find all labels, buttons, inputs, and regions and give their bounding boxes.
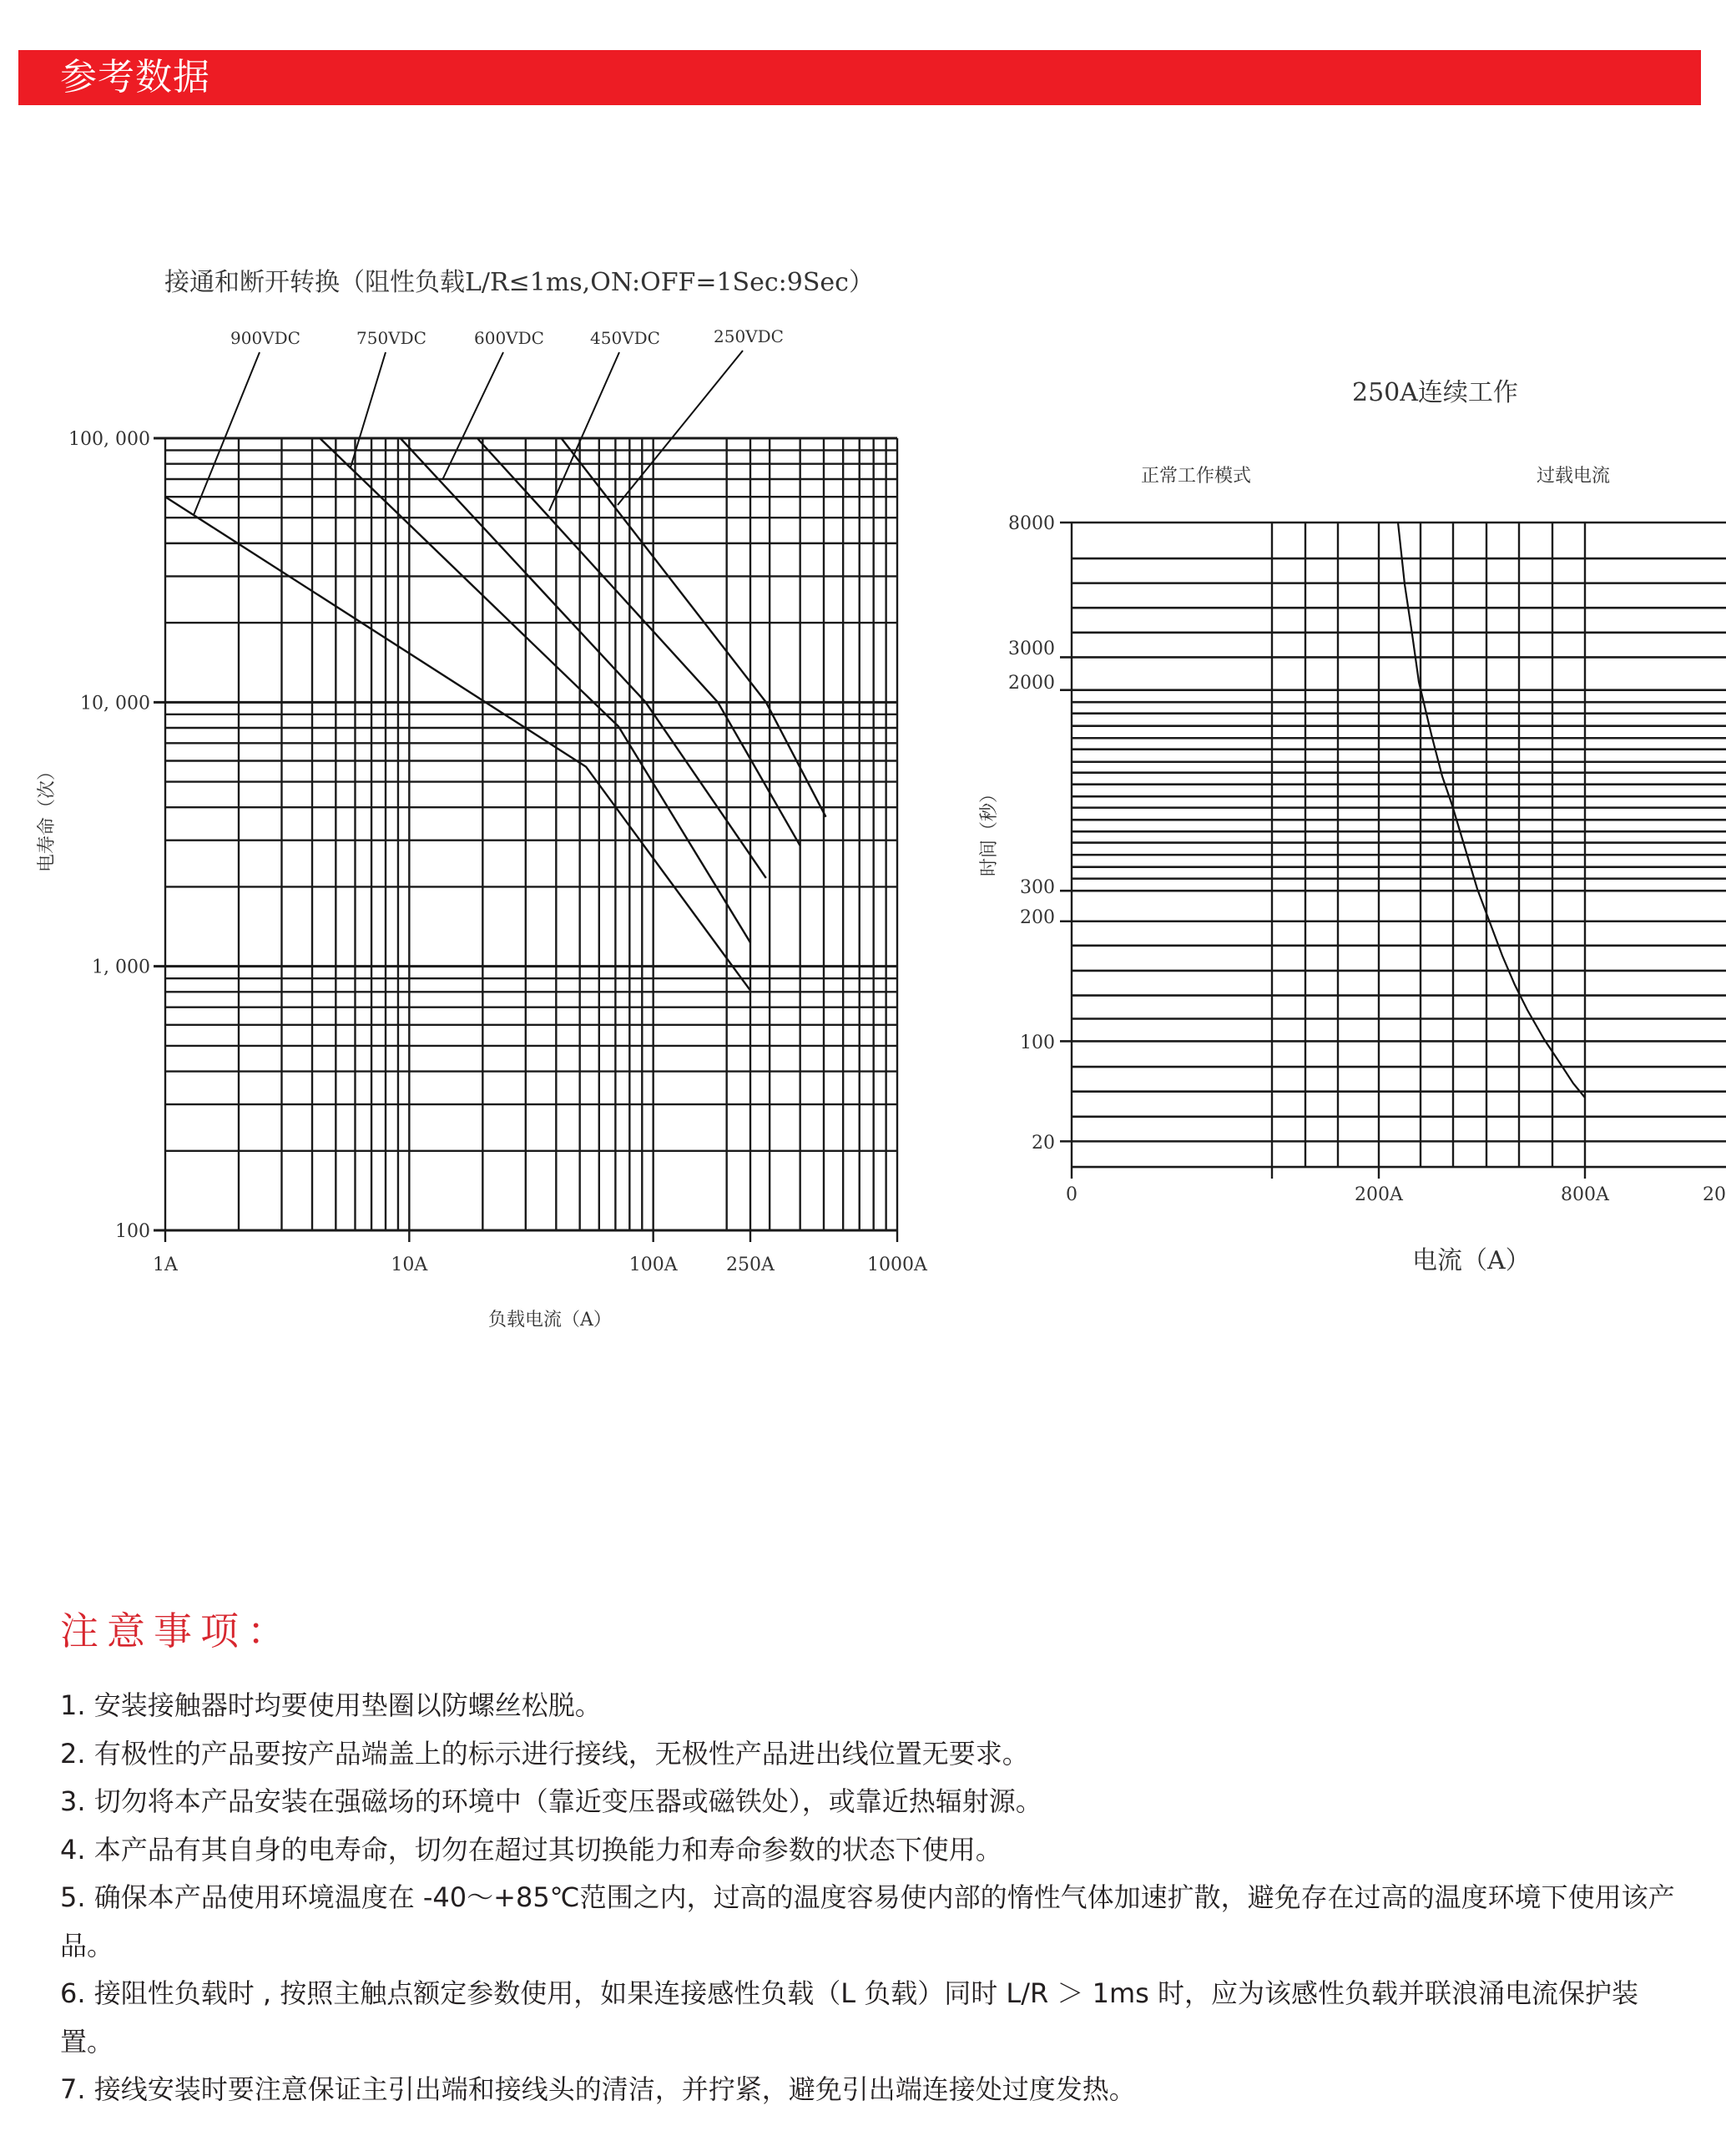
y-tick-label: 8000 — [1008, 513, 1055, 534]
y-axis-label: 时间（秒） — [979, 784, 1000, 876]
y-tick-label: 100, 000 — [68, 429, 150, 450]
series-line-750VDC — [320, 438, 750, 942]
region-label-normal: 正常工作模式 — [1141, 466, 1252, 487]
y-tick-label: 200 — [1020, 907, 1055, 928]
y-tick-label: 100 — [115, 1221, 150, 1242]
x-tick-label: 1A — [153, 1255, 178, 1275]
note-item: 5. 确保本产品使用环境温度在 -40～+85℃范围之内，过高的温度容易使内部的惰性气体加速扩散，避免存在过高的温度环境下使用该产品。 — [60, 1881, 1675, 1962]
y-tick-label: 20 — [1032, 1133, 1055, 1154]
x-tick-label: 10A — [391, 1255, 428, 1275]
overload-time-chart — [979, 378, 1726, 1275]
series-line-600VDC — [401, 438, 766, 878]
notes-list — [60, 1682, 1679, 2114]
note-item: 1. 安装接触器时均要使用垫圈以防螺丝松脱。 — [60, 1689, 602, 1721]
legend-label: 600VDC — [474, 328, 544, 348]
x-tick-label: 200A — [1355, 1184, 1403, 1205]
x-tick-label: 100A — [628, 1255, 678, 1275]
region-label-overload: 过载电流 — [1537, 466, 1611, 487]
note-item: 6. 接阻性负载时 , 按照主触点额定参数使用，如果连接感性负载（L 负载）同时 L/R ＞ 1ms 时，应为该感性负载并联浪涌电流保护装置。 — [60, 1977, 1638, 2058]
x-axis-label: 电流（A） — [1412, 1246, 1531, 1275]
note-item: 7. 接线安装时要注意保证主引出端和接线头的清洁，并拧紧，避免引出端连接处过度发热。 — [60, 2073, 1136, 2105]
chart-grid — [154, 438, 897, 1242]
legend-leader-line — [442, 352, 503, 480]
x-axis-label: 负载电流（A） — [488, 1310, 612, 1330]
y-tick-label: 100 — [1020, 1033, 1055, 1053]
note-item: 2. 有极性的产品要按产品端盖上的标示进行接线，无极性产品进出线位置无要求。 — [60, 1737, 1029, 1770]
legend-label: 450VDC — [590, 328, 660, 348]
x-tick-labels — [153, 1255, 928, 1275]
legend-label: 250VDC — [714, 326, 784, 346]
y-tick-labels — [68, 429, 150, 1242]
chart-title: 接通和断开转换（阻性负载L/R≤1ms,ON:OFF=1Sec:9Sec） — [164, 268, 874, 297]
y-tick-label: 300 — [1020, 877, 1055, 898]
y-tick-label: 3000 — [1008, 639, 1055, 659]
chart-grid — [1060, 523, 1726, 1179]
x-tick-label: 800A — [1561, 1184, 1609, 1205]
x-tick-label: 250A — [726, 1255, 775, 1275]
y-axis-label: 电寿命（次） — [37, 761, 58, 872]
x-tick-label: 1000A — [867, 1255, 927, 1275]
section-title: 参考数据 — [60, 56, 210, 98]
legend-label: 900VDC — [230, 328, 300, 348]
legend-label: 750VDC — [356, 328, 426, 348]
electrical-life-chart — [37, 268, 928, 1330]
note-item: 4. 本产品有其自身的电寿命，切勿在超过其切换能力和寿命参数的状态下使用。 — [60, 1833, 1002, 1866]
y-tick-labels — [1008, 513, 1055, 1154]
chart-title: 250A连续工作 — [1352, 378, 1518, 407]
note-item: 3. 切勿将本产品安装在强磁场的环境中（靠近变压器或磁铁处），或靠近热辐射源。 — [60, 1785, 1042, 1817]
notes-title: 注意事项： — [60, 1608, 294, 1654]
legend-leader-line — [194, 352, 260, 515]
y-tick-label: 10, 000 — [80, 693, 150, 714]
y-tick-label: 2000 — [1008, 673, 1055, 694]
legend-leader-line — [618, 351, 743, 505]
x-tick-label: 20 — [1703, 1184, 1726, 1205]
y-tick-label: 1, 000 — [92, 957, 150, 978]
x-tick-labels — [1066, 1184, 1726, 1205]
x-tick-label: 0 — [1066, 1184, 1077, 1205]
legend-leader-line — [549, 352, 619, 511]
